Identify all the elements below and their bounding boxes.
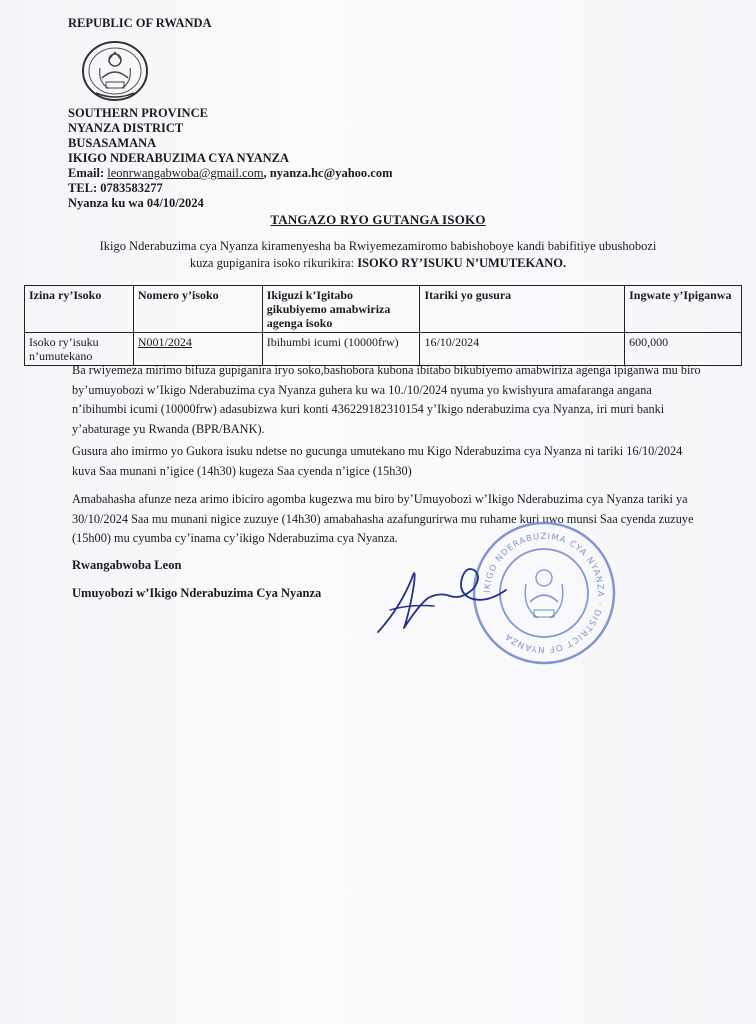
paragraph-submission: Amabahasha afunze neza arimo ibiciro agomba kugezwa mu biro by’Umuyobozi w’Ikigo Nderabuzima cya Nyanza tariki ya 30/10/2024 Saa mu munani nigice zuzuye (14h30) amabahasha azafungurirwa mu ruhame kuri uwo munsi Saa cyenda zuzuye (15h00) mu cyumba cy’inama cy’ikigo Nderabuzima cya Nyanza. xyxy=(72,492,694,545)
header-visit-date: Itariki yo gusura xyxy=(420,286,625,333)
signatory-name: Rwangabwoba Leon xyxy=(72,558,182,572)
tender-name-bold: ISOKO RY’ISUKU N’UMUTEKANO. xyxy=(357,256,567,270)
sector-line: BUSASAMANA xyxy=(68,136,157,150)
country-name: REPUBLIC OF RWANDA xyxy=(68,16,212,30)
header-tender-number: Nomero y’isoko xyxy=(133,286,262,333)
tel-line: TEL: 0783583277 xyxy=(68,181,163,195)
province-line: SOUTHERN PROVINCE xyxy=(68,106,208,120)
cell-visit-date: 16/10/2024 xyxy=(420,333,625,366)
cell-tender-number: N001/2024 xyxy=(133,333,262,366)
header-tender-name: Izina ry’Isoko xyxy=(25,286,134,333)
header-document-cost: Ikiguzi k’Igitabo gikubiyemo amabwiriza agenga isoko xyxy=(262,286,420,333)
notice-title: TANGAZO RYO GUTANGA ISOKO xyxy=(270,212,486,227)
header-bid-guarantee: Ingwate y’Ipiganwa xyxy=(625,286,742,333)
cell-bid-guarantee: 600,000 xyxy=(625,333,742,366)
handwritten-signature xyxy=(370,548,510,640)
cell-tender-name: Isoko ry’isuku n’umutekano xyxy=(25,333,134,366)
letterhead-address xyxy=(68,106,393,211)
table-header-row xyxy=(25,286,742,333)
email-secondary: , nyanza.hc@yahoo.com xyxy=(263,166,393,180)
cell-document-cost: Ibihumbi icumi (10000frw) xyxy=(262,333,420,366)
tender-table xyxy=(24,285,742,366)
rwanda-coat-of-arms-emblem xyxy=(78,38,152,104)
intro-line-2: kuza gupiganira isoko rikurikira: xyxy=(189,256,358,270)
paragraph-documents: Ba rwiyemeza mirimo bifuza gupiganira iryo soko,bashobora kubona ibitabo bikubiyemo amabwiriza agenga ipiganwa mu biro by’umuyobozi w’Ikigo Nderabuzima cya Nyanza guhera ku wa 10./10/2024 nyuma yo kwishyura amafaranga angana n’ibihumbi icumi (10000frw) adasubizwa kuri konti 436229182310154 y’Ikigo nderabuzima cya Nyanza, iri muri banki y’abaturage yu Rwanda (BPR/BANK). xyxy=(72,363,701,436)
letterhead-country xyxy=(68,16,212,31)
date-line: Nyanza ku wa 04/10/2024 xyxy=(68,196,204,210)
intro-paragraph xyxy=(48,238,708,272)
email-line xyxy=(68,166,393,181)
stamp-text: IKIGO NDERABUZIMA CYA NYANZA · DISTRICT OF NYANZA xyxy=(482,531,606,655)
institution-line: IKIGO NDERABUZIMA CYA NYANZA xyxy=(68,151,289,165)
email-label: Email: xyxy=(68,166,105,180)
signatory-title: Umuyobozi w’Ikigo Nderabuzima Cya Nyanza xyxy=(72,586,322,600)
intro-line-1: Ikigo Nderabuzima cya Nyanza kiramenyesha ba Rwiyemezamiromo babishoboye kandi babifitiye ubushobozi xyxy=(99,239,657,253)
district-line: NYANZA DISTRICT xyxy=(68,121,184,135)
email-link-primary[interactable]: leonrwangabwoba@gmail.com xyxy=(107,166,264,180)
paragraph-site-visit: Gusura aho imirmo yo Gukora isuku ndetse no gucunga umutekano mu Kigo Nderabuzima cya Nyanza ni tariki 16/10/2024 kuva Saa munani n’igice (14h30) kugeza Saa cyenda n’igice (15h30) xyxy=(72,444,683,478)
